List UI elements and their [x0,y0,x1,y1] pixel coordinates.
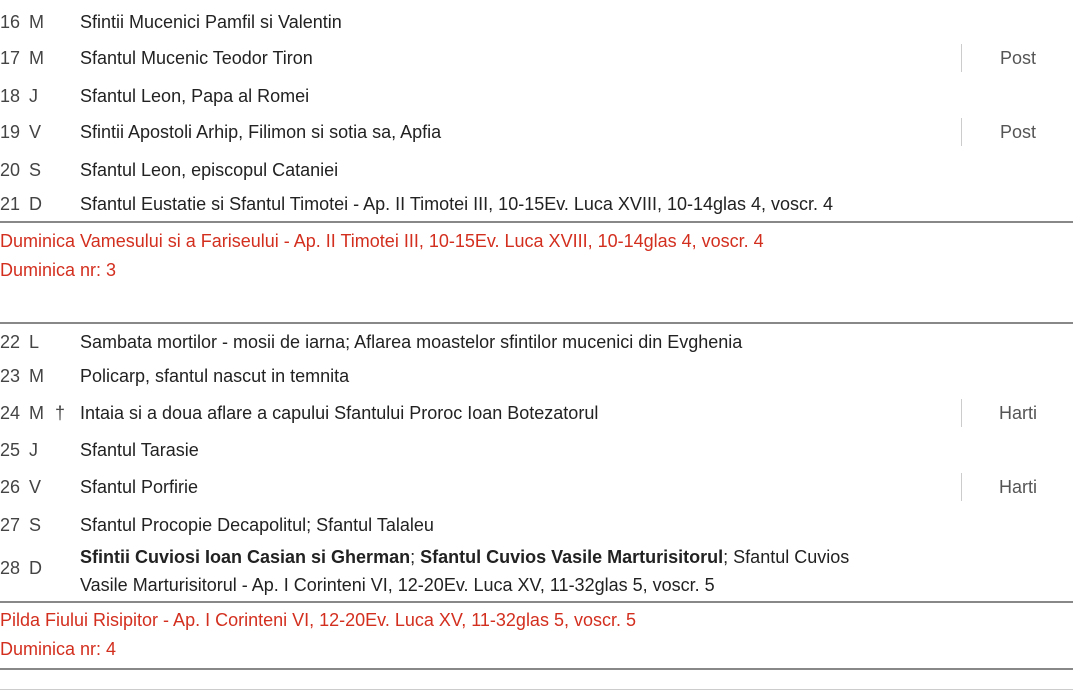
cross-icon: † [55,402,66,423]
day-number: 25 [0,439,21,460]
weekday-letter: D [29,558,42,578]
saint-name: Sfantul Mucenic Teodor Tiron [80,48,313,68]
saint-name-bold: Sfantul Cuvios Vasile Marturisitorul [420,547,724,567]
section-divider [0,689,1073,690]
day-row [0,82,1073,110]
sunday-block [0,606,1073,664]
saint-name: Sfantul Procopie Decapolitul; Sfantul Talaleu [80,515,434,535]
day-row [0,156,1073,184]
saint-name-bold: Sfintii Cuviosi Ioan Casian si Gherman [80,547,411,567]
day-number: 18 [0,85,21,106]
sunday-number: Duminica nr: 3 [0,260,117,280]
saint-name: Sfantul Leon, episcopul Cataniei [80,160,339,180]
weekday-letter: J [29,85,38,106]
fast-note: Post [961,44,1074,72]
day-row [0,436,1073,464]
sunday-title: Duminica Vamesului si a Fariseului - Ap. II Timotei III, 10-15Ev. Luca XVIII, 10-14glas 4, voscr. 4 [0,231,764,251]
day-row [0,399,1073,427]
weekday-letter: M [29,365,44,386]
saint-name [80,543,1073,599]
separator: ; [410,547,421,567]
weekday-letter: S [29,159,42,180]
section-divider [0,668,1073,670]
sunday-title: Pilda Fiului Risipitor - Ap. I Corinteni VI, 12-20Ev. Luca XV, 11-32glas 5, voscr. 5 [0,610,636,630]
day-number: 23 [0,365,21,386]
saint-name: Intaia si a doua aflare a capului Sfantului Proroc Ioan Botezatorul [80,403,599,423]
day-number: 26 [0,476,21,497]
day-number: 22 [0,331,21,352]
day-number: 17 [0,47,21,68]
weekday-letter: M [29,47,44,68]
day-row [0,118,1073,146]
day-number: 20 [0,159,21,180]
weekday-letter: M [29,11,44,32]
sunday-block [0,227,1073,285]
weekday-letter: J [29,439,38,460]
weekday-letter: L [29,331,40,352]
day-row [0,328,1073,356]
fast-note: Harti [961,473,1074,501]
saint-name-rest: ; Sfantul Cuvios [723,547,850,567]
readings: Vasile Marturisitorul - Ap. I Corinteni VI, 12-20Ev. Luca XV, 11-32glas 5, voscr. 5 [80,575,715,595]
weekday-letter: S [29,514,42,535]
section-divider [0,601,1073,603]
section-divider [0,221,1073,223]
day-number: 19 [0,121,21,142]
day-row [0,362,1073,390]
section-divider [0,322,1073,324]
saint-name: Sfantul Tarasie [80,440,199,460]
weekday-letter: V [29,121,42,142]
saint-name: Sfantul Porfirie [80,477,199,497]
day-row [0,190,1073,218]
saint-name: Sfantul Eustatie si Sfantul Timotei - Ap. II Timotei III, 10-15Ev. Luca XVIII, 10-14glas 4, voscr. 4 [80,194,834,214]
day-row [0,473,1073,501]
day-row [0,44,1073,72]
sunday-number: Duminica nr: 4 [0,639,117,659]
day-row [0,8,1073,36]
weekday-letter: V [29,476,42,497]
day-number: 28 [0,558,21,578]
fast-note: Post [961,118,1074,146]
fast-note: Harti [961,399,1074,427]
day-row [0,511,1073,539]
day-row [0,543,1073,601]
saint-name: Sfantul Leon, Papa al Romei [80,86,310,106]
day-number: 27 [0,514,21,535]
day-number: 21 [0,193,21,214]
saint-name: Sfintii Mucenici Pamfil si Valentin [80,12,342,32]
weekday-letter: D [29,193,42,214]
saint-name: Policarp, sfantul nascut in temnita [80,366,350,386]
saint-name: Sfintii Apostoli Arhip, Filimon si sotia sa, Apfia [80,122,442,142]
day-number: 24 [0,402,21,423]
weekday-letter: M [29,402,44,423]
saint-name: Sambata mortilor - mosii de iarna; Aflarea moastelor sfintilor mucenici din Evghenia [80,332,743,352]
day-number: 16 [0,11,21,32]
